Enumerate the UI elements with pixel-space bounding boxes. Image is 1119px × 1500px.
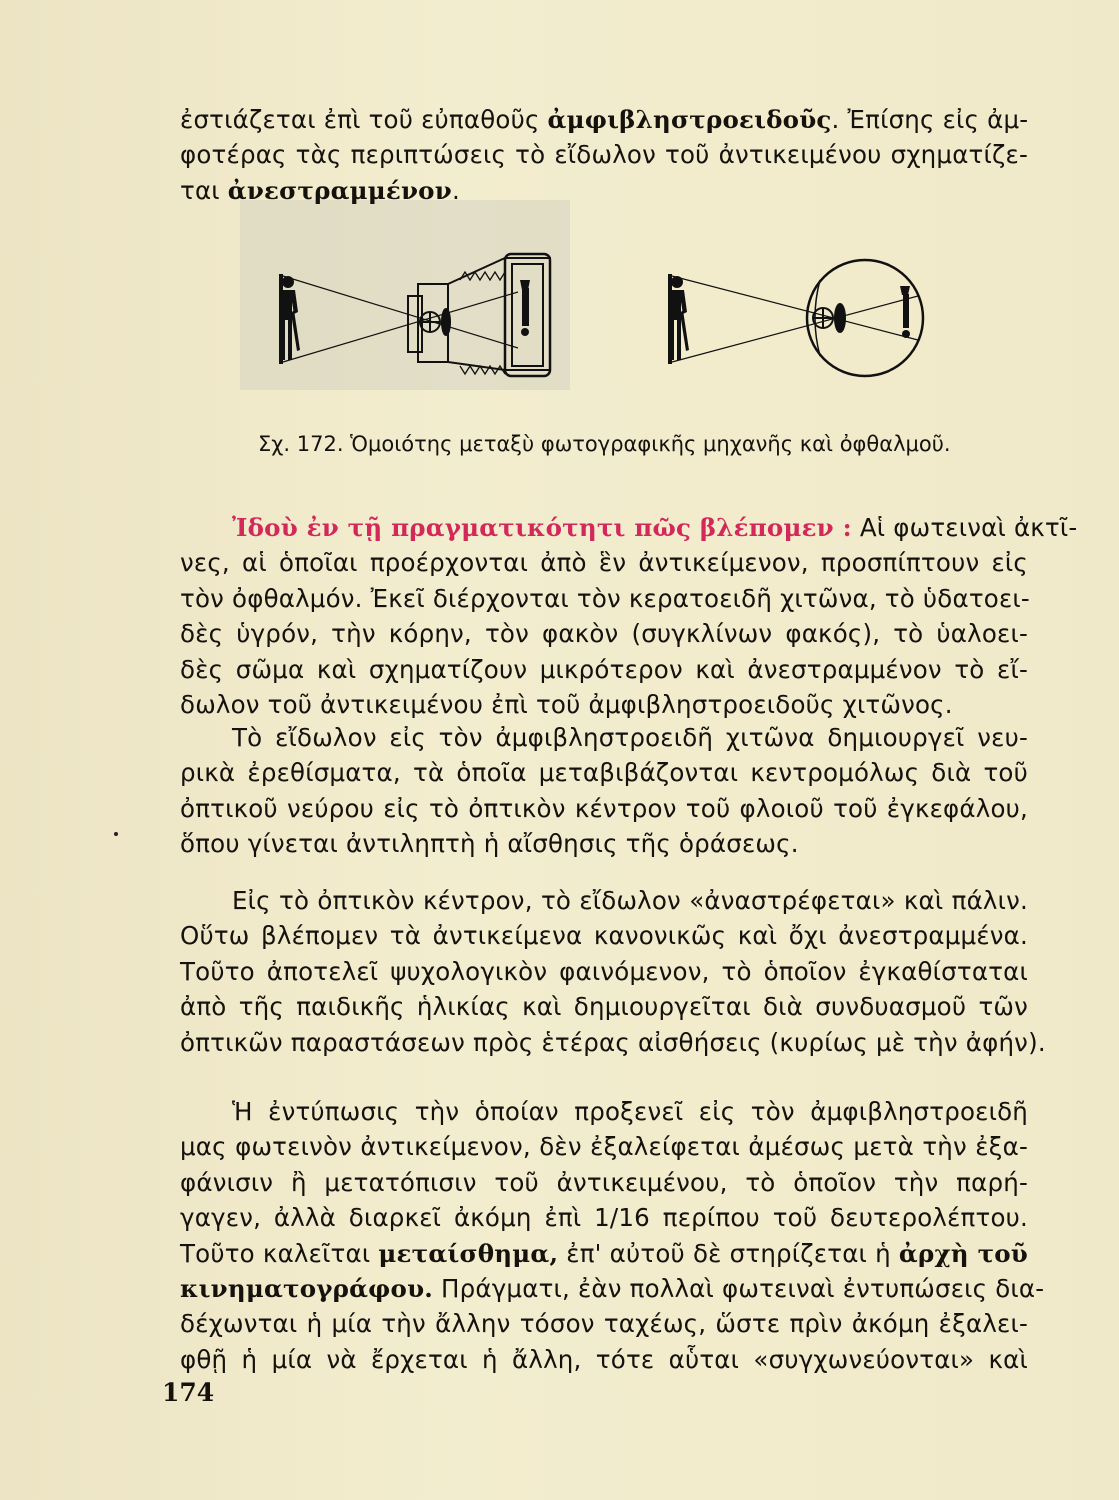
text-line: φοτέρας τὰς περιπτώσεις τὸ εἴδωλον τοῦ ἀντικειμένου σχηματίζε- <box>180 140 1028 170</box>
text-line: ὀπτικοῦ νεύρου εἰς τὸ ὀπτικὸν κέντρον τοῦ φλοιοῦ τοῦ ἐγκεφάλου, <box>180 793 1028 823</box>
figure-camera-eye-diagram <box>250 240 950 400</box>
camera-diagram <box>279 254 550 376</box>
paragraph-afterimage <box>180 1094 1045 1377</box>
text-line: γαγεν, ἀλλὰ διαρκεῖ ἀκόμη ἐπὶ 1/16 περίπου τοῦ δευτερολέπτου. <box>180 1203 1028 1233</box>
text-line: φθῇ ἡ μία νὰ ἔρχεται ἡ ἄλλη, τότε αὗται «συγχωνεύονται» καὶ <box>180 1344 1028 1374</box>
text-line: νες, αἱ ὁποῖαι προέρχονται ἀπὸ ἓν ἀντικείμενον, προσπίπτουν εἰς <box>180 548 1028 578</box>
intro-paragraph <box>180 102 1028 208</box>
text-line: ἀπὸ τῆς παιδικῆς ἡλικίας καὶ δημιουργεῖται διὰ συνδυασμοῦ τῶν <box>180 992 1028 1022</box>
person-figure-right <box>668 274 689 364</box>
paragraph-nerve-stimuli <box>180 720 1028 862</box>
text-line: Τοῦτο ἀποτελεῖ ψυχολογικὸν φαινόμενον, τὸ ὁποῖον ἐγκαθίσταται <box>180 956 1028 986</box>
text-line: Οὕτω βλέπομεν τὰ ἀντικείμενα κανονικῶς καὶ ὄχι ἀνεστραμμένα. <box>180 921 1028 951</box>
text-line: ὀπτικῶν παραστάσεων πρὸς ἑτέρας αἰσθήσεις (κυρίως μὲ τὴν ἀφήν). <box>180 1027 1046 1057</box>
paragraph-how-we-see <box>180 510 1078 722</box>
bold-term-principle: ἀρχὴ τοῦ <box>898 1238 1029 1268</box>
text-line: ὅπου γίνεται ἀντιληπτὴ ἡ αἴσθησις τῆς ὁράσεως. <box>180 829 799 859</box>
text-line: Εἰς τὸ ὀπτικὸν κέντρον, τὸ εἴδωλον «ἀναστρέφεται» καὶ πάλιν. <box>232 886 1028 915</box>
text-line: ρικὰ ἐρεθίσματα, τὰ ὁποῖα μεταβιβάζονται κεντρομόλως διὰ τοῦ <box>180 758 1028 788</box>
text-line: Τοῦτο καλεῖται μεταίσθημα, ἐπ' αὐτοῦ δὲ στηρίζεται ἡ ἀρχὴ τοῦ <box>180 1238 1029 1268</box>
inverted-image-camera <box>520 280 530 336</box>
text-line: τὸν ὀφθαλμόν. Ἐκεῖ διέρχονται τὸν κερατοειδῆ χιτῶνα, τὸ ὑδατοει- <box>180 583 1030 613</box>
text-line: Ἡ ἐντύπωσις τὴν ὁποίαν προξενεῖ εἰς τὸν ἀμφιβληστροειδῆ <box>232 1097 1028 1126</box>
text-line: μας φωτεινὸν ἀντικείμενον, δὲν ἐξαλείφεται ἀμέσως μετὰ τὴν ἐξα- <box>180 1132 1028 1162</box>
bold-term-inverted: ἀνεστραμμένον <box>227 175 452 205</box>
bold-term-cinema: κινηματογράφου. <box>180 1274 434 1304</box>
print-speck <box>114 832 118 836</box>
text-line: φάνισιν ἢ μετατόπισιν τοῦ ἀντικειμένου, τὸ ὁποῖον τὴν παρή- <box>180 1167 1028 1197</box>
section-heading: Ἰδοὺ ἐν τῇ πραγματικότητι πῶς βλέπομεν : <box>232 513 852 542</box>
paragraph-inversion <box>180 883 1046 1060</box>
text-line: δὲς σῶμα καὶ σχηματίζουν μικρότερον καὶ ἀνεστραμμένον τὸ εἴ- <box>180 654 1028 684</box>
page-number: 174 <box>162 1378 215 1407</box>
text-line: Ἰδοὺ ἐν τῇ πραγματικότητι πῶς βλέπομεν : Αἱ φωτειναὶ ἀκτῖ- <box>232 513 1078 542</box>
text-line: δέχωνται ἡ μία τὴν ἄλλην τόσον ταχέως, ὥστε πρὶν ἀκόμη ἐξαλει- <box>180 1309 1028 1339</box>
text-line: δωλον τοῦ ἀντικειμένου ἐπὶ τοῦ ἀμφιβληστροειδοῦς χιτῶνος. <box>180 690 953 720</box>
figure-caption: Σχ. 172. Ὁμοιότης μεταξὺ φωτογραφικῆς μηχανῆς καὶ ὀφθαλμοῦ. <box>258 432 951 456</box>
eye-diagram <box>668 260 923 376</box>
inverted-image-eye <box>900 286 910 338</box>
text-line: κινηματογράφου. Πράγματι, ἐὰν πολλαὶ φωτειναὶ ἐντυπώσεις δια- <box>180 1274 1045 1304</box>
bold-term-afterimage: μεταίσθημα, <box>378 1238 559 1268</box>
text-line: ἐστιάζεται ἐπὶ τοῦ εὐπαθοῦς ἀμφιβληστροειδοῦς. Ἐπίσης εἰς ἀμ- <box>180 105 1029 134</box>
text-line: ται ἀνεστραμμένον. <box>180 175 460 205</box>
person-figure-left <box>279 274 300 364</box>
text-line: δὲς ὑγρόν, τὴν κόρην, τὸν φακὸν (συγκλίνων φακός), τὸ ὑαλοει- <box>180 619 1028 649</box>
bold-term-retina: ἀμφιβληστροειδοῦς <box>547 105 832 134</box>
text-line: Τὸ εἴδωλον εἰς τὸν ἀμφιβληστροειδῆ χιτῶνα δημιουργεῖ νευ- <box>232 723 1028 752</box>
